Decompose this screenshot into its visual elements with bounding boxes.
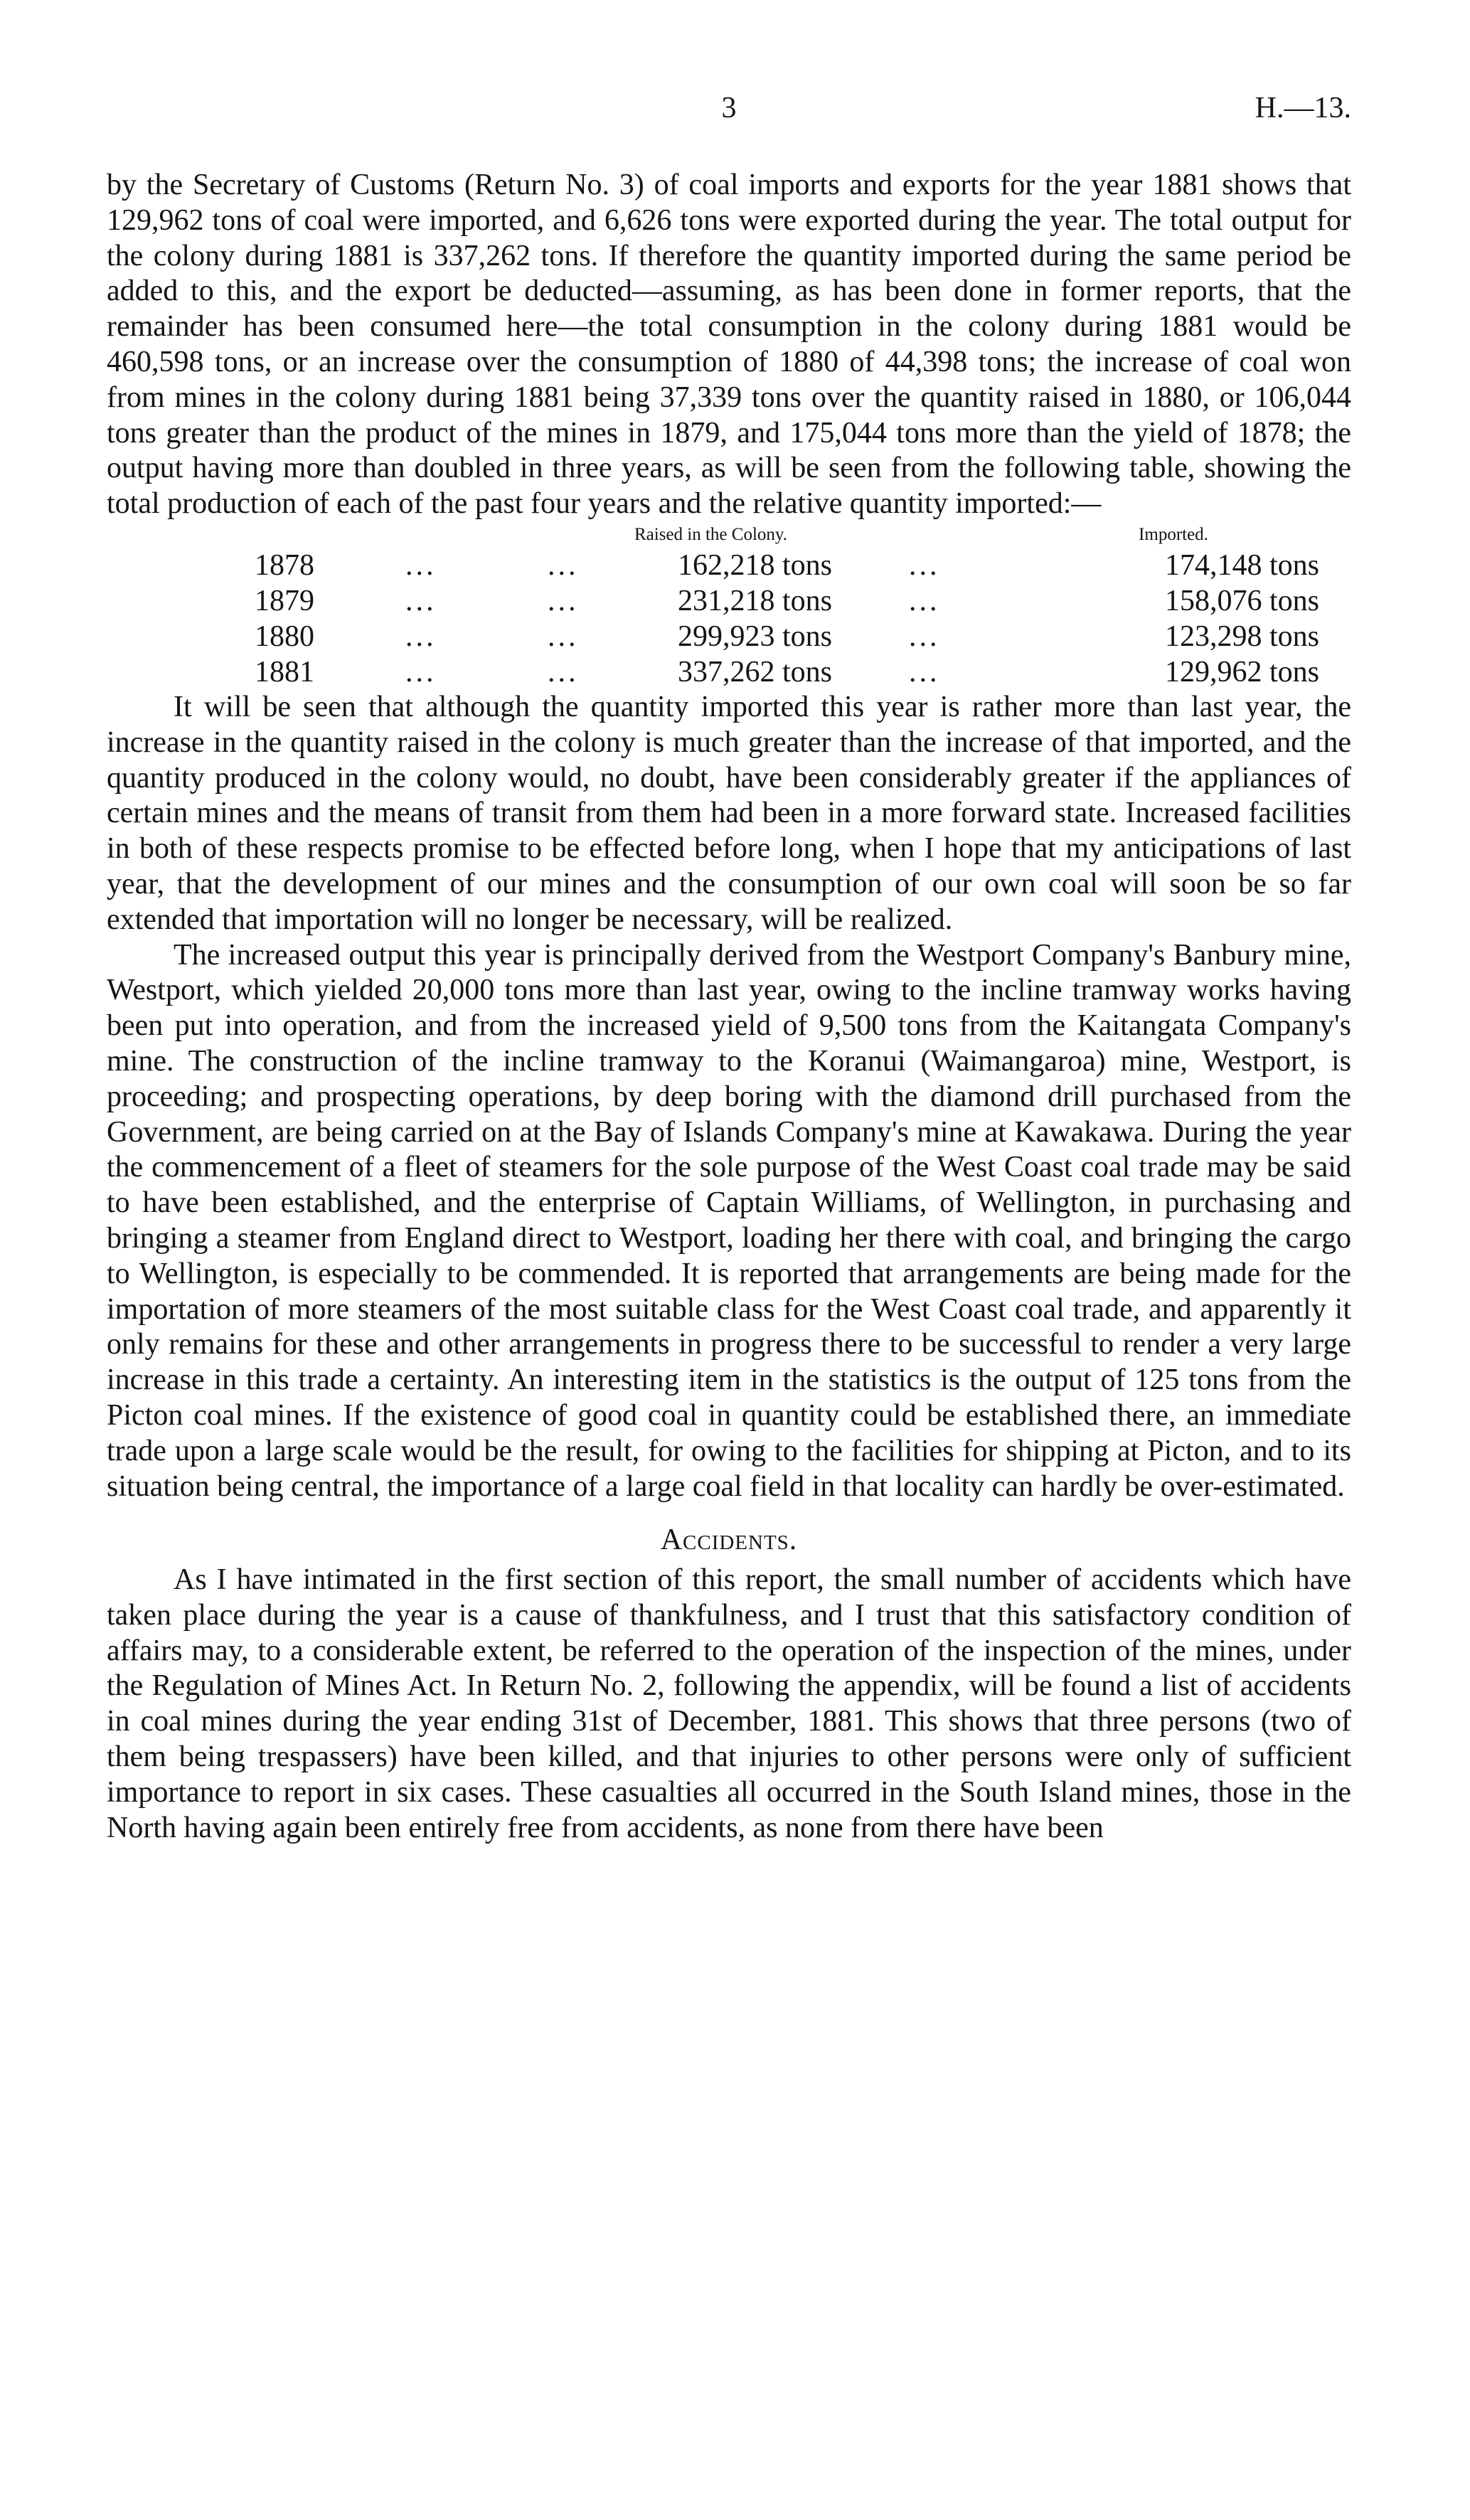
- leader-dots: ...: [548, 620, 579, 653]
- table-row: [107, 619, 1351, 654]
- year-cell: 1878: [255, 548, 314, 582]
- raised-cell: 299,923 tons: [677, 620, 832, 653]
- production-table: [107, 522, 1351, 690]
- paragraph-coal-imports: by the Secretary of Customs (Return No. 3) of coal imports and exports for the year 1881 shows that 129,962 tons of coal were imported, and 6,626 tons were exported during the year. The total output for the colony during 1881 is 337,262 tons. If therefore the quantity imported during the same period be added to this, and the export be deducted—assuming, as has been done in former reports, that the remainder has been consumed here—the total consumption in the colony during 1881 would be 460,598 tons, or an increase over the consumption of 1880 of 44,398 tons; the increase of coal won from mines in the colony during 1881 being 37,339 tons over the quantity raised in 1880, or 106,044 tons greater than the product of the mines in 1879, and 175,044 tons more than the yield of 1878; the output having more than doubled in three years, as will be seen from the following table, showing the total production of each of the past four years and the relative quantity imported:—: [107, 169, 1351, 521]
- column-header-raised: Raised in the Colony.: [634, 524, 788, 544]
- leader-dots: ...: [405, 620, 437, 653]
- leader-dots: ...: [405, 584, 437, 617]
- imported-cell: 129,962 tons: [1164, 655, 1319, 689]
- raised-cell: 337,262 tons: [677, 655, 832, 689]
- leader-dots: ...: [548, 655, 579, 689]
- leader-dots: ...: [548, 548, 579, 582]
- leader-dots: ...: [909, 655, 940, 689]
- raised-cell: 231,218 tons: [677, 584, 832, 617]
- page-number: 3: [721, 92, 737, 124]
- table-header: [107, 522, 1351, 548]
- leader-dots: ...: [405, 655, 437, 689]
- leader-dots: ...: [548, 584, 579, 617]
- table-row: [107, 654, 1351, 690]
- paragraph-imports-comparison: It will be seen that although the quantity imported this year is rather more than last year, the increase in the quantity raised in the colony is much greater than the increase of that imported, and the quantity produced in the colony would, no doubt, have been considerably greater if the appliances of certain mines and the means of transit from them had been in a more forward state. Increased facilities in both of these respects promise to be effected before long, when I hope that my anticipations of last year, that the development of our mines and the consumption of our own coal will soon be so far extended that importation will no longer be necessary, will be realized.: [107, 690, 1351, 936]
- leader-dots: ...: [909, 548, 940, 582]
- table-row: [107, 583, 1351, 619]
- year-cell: 1881: [255, 655, 314, 689]
- paragraph-accidents: As I have intimated in the first section of this report, the small number of accidents which have taken place during the year is a cause of thankfulness, and I trust that this satisfactory condition of affairs may, to a considerable extent, be referred to the operation of the inspection of the mines, under the Regulation of Mines Act. In Return No. 2, following the appendix, will be found a list of accidents in coal mines during the year ending 31st of December, 1881. This shows that three persons (two of them being trespassers) have been killed, and that injuries to other persons were only of sufficient importance to report in six cases. These casualties all occurred in the South Island mines, those in the North having again been entirely free from accidents, as none from there have been: [107, 1563, 1351, 1844]
- section-heading-accidents: Accidents.: [660, 1524, 798, 1557]
- paragraph-increased-output: The increased output this year is principally derived from the Westport Company's Banbury mine, Westport, which yielded 20,000 tons more than last year, owing to the incline tramway works having been put into operation, and from the increased yield of 9,500 tons from the Kaitangata Company's mine. The construction of the incline tramway to the Koranui (Waimangaroa) mine, Westport, is proceeding; and prospecting operations, by deep boring with the diamond drill purchased from the Government, are being carried on at the Bay of Islands Company's mine at Kawakawa. During the year the commencement of a fleet of steamers for the sole purpose of the West Coast coal trade may be said to have been established, and the enterprise of Captain Williams, of Wellington, in purchasing and bringing a steamer from England direct to Westport, loading her there with coal, and bringing the cargo to Wellington, is especially to be commended. It is reported that arrangements are being made for the importation of more steamers of the most suitable class for the West Coast coal trade, and apparently it only remains for these and other arrangements in progress there to be successful to render a very large increase in this trade a certainty. An interesting item in the statistics is the output of 125 tons from the Picton coal mines. If the existence of good coal in quantity could be established there, an immediate trade upon a large scale would be the result, for owing to the facilities for shipping at Picton, and to its situation being central, the importance of a large coal field in that locality can hardly be over-estimated.: [107, 938, 1351, 1503]
- running-head: [107, 91, 1351, 134]
- imported-cell: 174,148 tons: [1164, 548, 1319, 582]
- year-cell: 1880: [255, 620, 314, 653]
- imported-cell: 158,076 tons: [1164, 584, 1319, 617]
- leader-dots: ...: [909, 620, 940, 653]
- year-cell: 1879: [255, 584, 314, 617]
- leader-dots: ...: [909, 584, 940, 617]
- report-code: H.—13.: [1255, 92, 1351, 124]
- raised-cell: 162,218 tons: [677, 548, 832, 582]
- table-row: [107, 548, 1351, 583]
- leader-dots: ...: [405, 548, 437, 582]
- body-text: [107, 168, 1351, 1846]
- column-header-imported: Imported.: [1139, 524, 1208, 544]
- imported-cell: 123,298 tons: [1164, 620, 1319, 653]
